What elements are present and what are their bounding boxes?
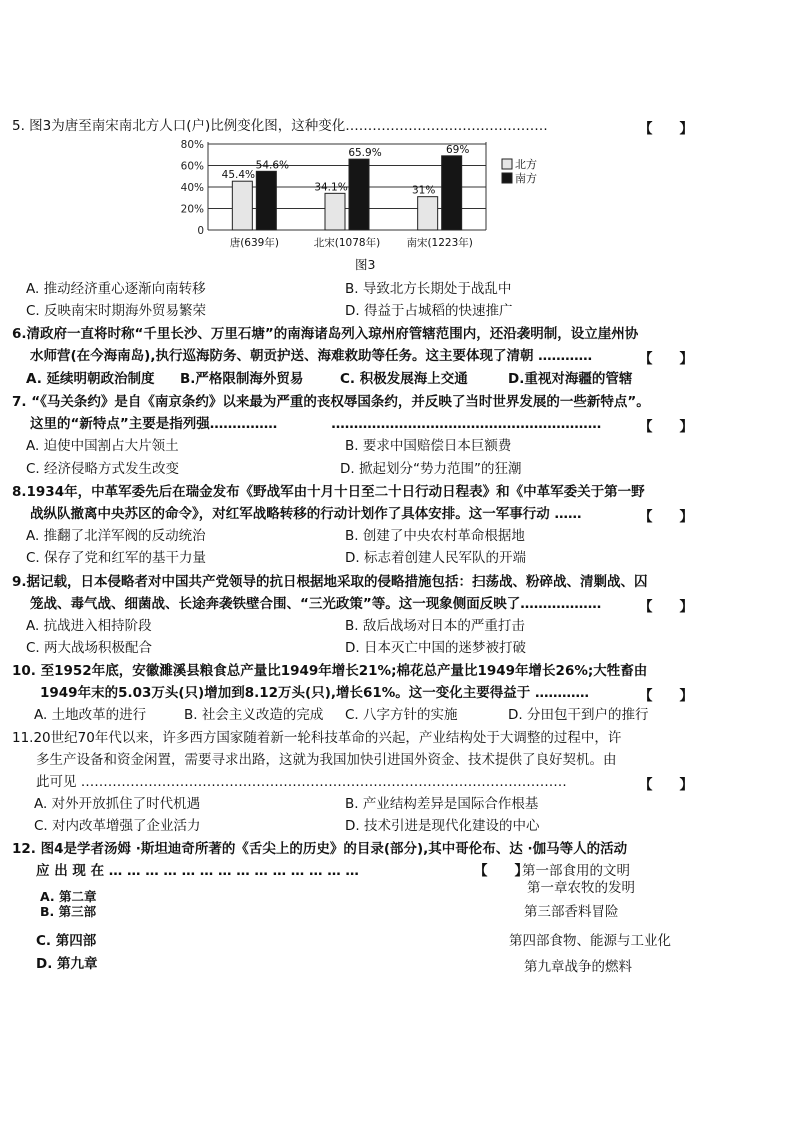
legend-swatch bbox=[502, 173, 512, 183]
q8-option-d: D. 标志着创建人民军队的开端 bbox=[345, 550, 526, 566]
data-label: 54.6% bbox=[255, 159, 290, 172]
q9-bracket: 【 】 bbox=[639, 599, 693, 615]
q12-option-c: C. 第四部 bbox=[36, 933, 97, 949]
legend-label: 南方 bbox=[515, 172, 537, 185]
toc-chapter-9: 第九章战争的燃料 bbox=[524, 959, 632, 975]
bar-south bbox=[442, 156, 462, 230]
q12-bracket: 【 】 bbox=[474, 863, 528, 879]
q11-option-c: C. 对内改革增强了企业活力 bbox=[34, 818, 201, 834]
q12-stem-line2: 应 出 现 在 … … … … … … … … … … … … … … bbox=[36, 863, 359, 879]
q9-option-b: B. 敌后战场对日本的严重打击 bbox=[345, 618, 525, 634]
y-tick-label: 80% bbox=[180, 139, 204, 151]
q11-bracket: 【 】 bbox=[639, 777, 693, 793]
q5-option-d: D. 得益于占城稻的快速推广 bbox=[345, 303, 513, 319]
q6-option-d: D.重视对海疆的管辖 bbox=[508, 371, 633, 387]
q9-option-c: C. 两大战场积极配合 bbox=[26, 640, 153, 656]
q9-option-d: D. 日本灭亡中国的迷梦被打破 bbox=[345, 640, 526, 656]
q6-stem-line1: 6.清政府一直将时称“千里长沙、万里石塘”的南海诸岛列入琼州府管辖范围内，还沿袭明制，设立崖州协 bbox=[12, 326, 639, 342]
q5-option-a: A. 推动经济重心逐渐向南转移 bbox=[26, 281, 206, 297]
q8-stem-line1: 8.1934年，中革军委先后在瑞金发布《野战军由十月十日至二十日行动日程表》和《中革军委关于第一野 bbox=[12, 484, 645, 500]
q11-option-d: D. 技术引进是现代化建设的中心 bbox=[345, 818, 540, 834]
toc-part-3: 第三部香料冒险 bbox=[524, 904, 619, 920]
bar-north bbox=[418, 197, 438, 230]
y-tick-label: 60% bbox=[180, 160, 204, 173]
bar-north bbox=[232, 181, 252, 230]
data-label: 65.9% bbox=[348, 147, 382, 160]
q5-bracket: 【 】 bbox=[639, 121, 693, 137]
q9-stem-line2: 笼战、毒气战、细菌战、长途奔袭铁壁合围、“三光政策”等。这一现象侧面反映了……………… bbox=[30, 596, 602, 612]
q7-option-b: B. 要求中国赔偿日本巨额费 bbox=[345, 438, 512, 454]
q7-stem-line2: 这里的“新特点”主要是指列强…………… …………………………………………………… bbox=[30, 416, 602, 432]
data-label: 69% bbox=[445, 143, 470, 156]
q6-option-c: C. 积极发展海上交通 bbox=[340, 371, 468, 387]
y-tick-label: 40% bbox=[180, 182, 204, 194]
q7-option-c: C. 经济侵略方式发生改变 bbox=[26, 461, 180, 477]
data-label: 31% bbox=[411, 184, 436, 197]
q5-option-c: C. 反映南宋时期海外贸易繁荣 bbox=[26, 303, 207, 319]
q10-option-c: C. 八字方针的实施 bbox=[345, 707, 458, 723]
x-tick-label: 南宋(1223年) bbox=[406, 237, 473, 249]
q12-option-a: A. 第二章 bbox=[40, 889, 97, 904]
population-chart bbox=[170, 136, 570, 276]
q6-stem-line2: 水师营(在今海南岛),执行巡海防务、朝贡护送、海难救助等任务。这主要体现了清朝 ………… bbox=[30, 348, 593, 364]
data-label: 45.4% bbox=[221, 169, 256, 182]
q10-stem-line2: 1949年末的5.03万头(只)增加到8.12万头(只),增长61%。这一变化主要得益于 ………… bbox=[40, 685, 590, 701]
x-tick-label: 北宋(1078年) bbox=[313, 237, 381, 249]
q8-stem-line2: 战纵队撤离中央苏区的命令》，对红军战略转移的行动计划作了具体安排。这一军事行动 …… bbox=[30, 506, 582, 522]
q8-bracket: 【 】 bbox=[639, 509, 693, 525]
q9-option-a: A. 抗战进入相持阶段 bbox=[26, 618, 152, 634]
figure-caption: 图3 bbox=[355, 257, 376, 272]
q10-option-a: A. 土地改革的进行 bbox=[34, 707, 147, 723]
q5-option-b: B. 导致北方长期处于战乱中 bbox=[345, 281, 512, 297]
legend-swatch bbox=[502, 159, 512, 169]
legend-label: 北方 bbox=[515, 158, 537, 171]
q11-option-b: B. 产业结构差异是国际合作根基 bbox=[345, 796, 539, 812]
q6-option-b: B.严格限制海外贸易 bbox=[180, 371, 304, 387]
q12-stem-line1: 12. 图4是学者汤姆 ·斯坦迪奇所著的《舌尖上的历史》的目录(部分),其中哥伦布、达 ·伽马等人的活动 bbox=[12, 841, 628, 857]
bar-north bbox=[325, 193, 345, 230]
toc-chapter-1: 第一章农牧的发明 bbox=[527, 880, 635, 896]
q10-option-b: B. 社会主义改造的完成 bbox=[184, 707, 324, 723]
q12-option-b: B. 第三部 bbox=[40, 904, 97, 919]
q5-stem: 5. 图3为唐至南宋南北方人口(户)比例变化图，这种变化……………………………………… bbox=[12, 118, 548, 134]
q11-stem-line2: 多生产设备和资金闲置，需要寻求出路，这就为我国加快引进国外资金、技术提供了良好契机。由 bbox=[36, 752, 617, 768]
q8-option-a: A. 推翻了北洋军阀的反动统治 bbox=[26, 528, 206, 544]
y-tick-label: 20% bbox=[180, 203, 204, 216]
q11-stem-line1: 11.20世纪70年代以来，许多西方国家随着新一轮科技革命的兴起，产业结构处于大调整的过程中，许 bbox=[12, 730, 622, 746]
bar-south bbox=[349, 159, 369, 230]
toc-part-1: 第一部食用的文明 bbox=[522, 863, 630, 879]
q7-stem-line1: 7. “《马关条约》是自《南京条约》以来最为严重的丧权辱国条约，并反映了当时世界发展的一些新特点”。 bbox=[12, 394, 650, 410]
data-label: 34.1% bbox=[314, 181, 348, 194]
q12-option-d: D. 第九章 bbox=[36, 956, 98, 972]
q6-option-a: A. 延续明朝政治制度 bbox=[26, 371, 155, 387]
q9-stem-line1: 9.据记载，日本侵略者对中国共产党领导的抗日根据地采取的侵略措施包括：扫荡战、粉碎战、清剿战、囚 bbox=[12, 574, 648, 590]
q11-stem-line3: 此可见 ……………………………………………………………………………………………… bbox=[36, 774, 567, 790]
q7-option-d: D. 掀起划分“势力范围”的狂潮 bbox=[340, 461, 522, 477]
q8-option-b: B. 创建了中央农村革命根据地 bbox=[345, 528, 525, 544]
toc-part-4: 第四部食物、能源与工业化 bbox=[509, 933, 671, 949]
q7-bracket: 【 】 bbox=[639, 419, 693, 435]
q8-option-c: C. 保存了党和红军的基干力量 bbox=[26, 550, 207, 566]
q6-bracket: 【 】 bbox=[639, 351, 693, 367]
q7-option-a: A. 迫使中国割占大片领土 bbox=[26, 438, 179, 454]
x-tick-label: 唐(639年) bbox=[229, 237, 279, 249]
q10-stem-line1: 10. 至1952年底，安徽濉溪县粮食总产量比1949年增长21%;棉花总产量比1949年增长26%;大牲畜由 bbox=[12, 663, 648, 679]
q11-option-a: A. 对外开放抓住了时代机遇 bbox=[34, 796, 201, 812]
q10-bracket: 【 】 bbox=[639, 688, 693, 704]
y-tick-label: 0 bbox=[197, 225, 204, 237]
q10-option-d: D. 分田包干到户的推行 bbox=[508, 707, 649, 723]
bar-south bbox=[256, 171, 276, 230]
